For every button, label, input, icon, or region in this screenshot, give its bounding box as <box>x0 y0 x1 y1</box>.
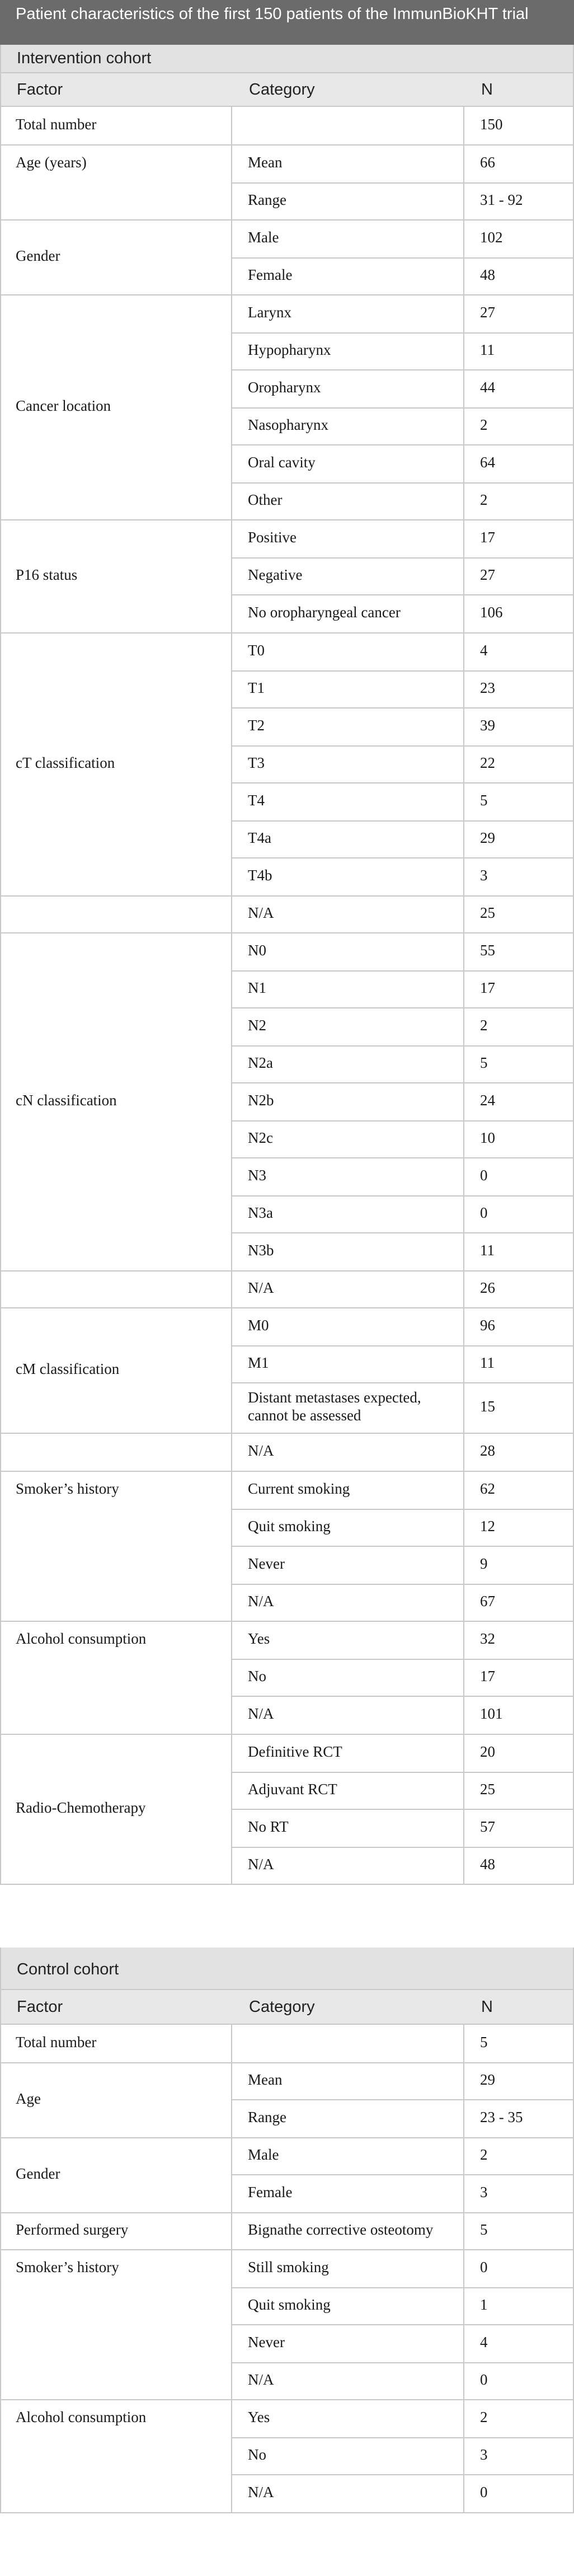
category-cell: M0 <box>248 1317 269 1334</box>
category-cell: N/A <box>248 2371 274 2389</box>
n-cell: 3 <box>480 2184 488 2201</box>
n-cell: 24 <box>480 1092 495 1109</box>
n-cell: 17 <box>480 529 495 546</box>
n-cell: 66 <box>480 154 495 171</box>
n-cell: 2 <box>480 416 488 434</box>
category-cell: T1 <box>248 679 265 697</box>
category-cell: No oropharyngeal cancer <box>248 604 401 621</box>
category-cell: T0 <box>248 642 265 659</box>
n-column-header: N <box>481 1997 493 2016</box>
n-cell: 62 <box>480 1480 495 1498</box>
category-cell: Yes <box>248 1630 270 1648</box>
n-cell: 102 <box>480 229 503 246</box>
n-cell: 5 <box>480 1054 488 1072</box>
n-cell: 26 <box>480 1279 495 1297</box>
n-cell: 106 <box>480 604 503 621</box>
n-cell: 20 <box>480 1743 495 1761</box>
category-cell: Male <box>248 229 279 246</box>
intervention-body <box>0 107 574 1885</box>
control-header-row <box>0 1989 574 2025</box>
factor-cell: Cancer location <box>16 397 111 415</box>
category-cell: Female <box>248 266 293 284</box>
category-cell: Range <box>248 2109 286 2126</box>
n-cell: 2 <box>480 2146 488 2164</box>
category-cell: N2c <box>248 1129 273 1147</box>
category-cell: N3b <box>248 1242 274 1259</box>
category-cell: N/A <box>248 1705 274 1723</box>
category-column-header: Category <box>249 1997 315 2016</box>
category-cell: Range <box>248 191 286 209</box>
category-cell: N3 <box>248 1167 266 1184</box>
n-cell: 11 <box>480 341 495 359</box>
category-cell: Never <box>248 1555 285 1573</box>
factor-cell: P16 status <box>16 566 78 584</box>
n-cell: 39 <box>480 717 495 734</box>
n-cell: 3 <box>480 867 488 884</box>
n-cell: 1 <box>480 2296 488 2314</box>
category-cell: Oropharynx <box>248 379 321 396</box>
category-cell: No <box>248 2446 266 2464</box>
n-cell: 2 <box>480 1017 488 1034</box>
category-cell: N/A <box>248 1442 274 1460</box>
category-cell: N2a <box>248 1054 273 1072</box>
n-cell: 27 <box>480 304 495 321</box>
category-cell: N2 <box>248 1017 266 1034</box>
category-cell: Other <box>248 491 283 509</box>
category-cell: Definitive RCT <box>248 1743 342 1761</box>
control-cohort-heading: Control cohort <box>0 1948 574 1989</box>
n-cell: 9 <box>480 1555 488 1573</box>
intervention-cohort-heading: Intervention cohort <box>0 45 574 72</box>
category-cell: N/A <box>248 904 274 922</box>
n-cell: 0 <box>480 2484 488 2501</box>
factor-cell: cM classification <box>16 1360 120 1378</box>
category-cell: Oral cavity <box>248 454 316 471</box>
n-cell: 15 <box>480 1398 495 1415</box>
category-cell: Hypopharynx <box>248 341 331 359</box>
category-cell: N1 <box>248 979 266 997</box>
category-cell: Mean <box>248 154 283 171</box>
n-cell: 29 <box>480 2071 495 2089</box>
factor-cell: Total number <box>16 2034 97 2051</box>
factor-cell: Total number <box>16 116 97 133</box>
category-cell: N/A <box>248 1279 274 1297</box>
n-cell: 27 <box>480 566 495 584</box>
category-cell: No RT <box>248 1818 289 1836</box>
n-cell: 11 <box>480 1242 495 1259</box>
n-cell: 12 <box>480 1518 495 1535</box>
category-cell: Bignathe corrective osteotomy <box>248 2221 434 2239</box>
factor-cell: Alcohol consumption <box>16 2409 147 2426</box>
n-cell: 101 <box>480 1705 503 1723</box>
n-cell: 22 <box>480 754 495 772</box>
n-cell: 4 <box>480 2334 488 2351</box>
category-cell: Quit smoking <box>248 2296 331 2314</box>
n-cell: 48 <box>480 266 495 284</box>
category-cell: M1 <box>248 1354 269 1372</box>
n-cell: 17 <box>480 1668 495 1685</box>
factor-cell: Gender <box>16 247 60 265</box>
category-cell: Quit smoking <box>248 1518 331 1535</box>
n-cell: 5 <box>480 792 488 809</box>
category-cell: N0 <box>248 942 266 959</box>
factor-cell: Smoker’s history <box>16 1480 119 1498</box>
n-cell: 2 <box>480 491 488 509</box>
category-cell: T4a <box>248 829 271 847</box>
category-cell: Yes <box>248 2409 270 2426</box>
category-cell: Distant metastases expected, cannot be assessed <box>248 1389 421 1424</box>
factor-cell: Alcohol consumption <box>16 1630 147 1648</box>
n-cell: 0 <box>480 2259 488 2276</box>
n-cell: 3 <box>480 2446 488 2464</box>
control-body <box>0 2025 574 2514</box>
factor-cell: Age <box>16 2090 41 2108</box>
category-cell: Still smoking <box>248 2259 329 2276</box>
n-cell: 11 <box>480 1354 495 1372</box>
factor-cell: Age (years) <box>16 154 87 171</box>
n-cell: 2 <box>480 2409 488 2426</box>
factor-cell: Radio-Chemotherapy <box>16 1799 146 1817</box>
category-cell: T3 <box>248 754 265 772</box>
category-cell: Larynx <box>248 304 291 321</box>
n-cell: 23 <box>480 679 495 697</box>
category-cell: Adjuvant RCT <box>248 1781 337 1798</box>
n-cell: 10 <box>480 1129 495 1147</box>
n-cell: 28 <box>480 1442 495 1460</box>
factor-cell: Smoker’s history <box>16 2259 119 2276</box>
n-cell: 0 <box>480 1167 488 1184</box>
category-cell: Nasopharynx <box>248 416 328 434</box>
n-cell: 4 <box>480 642 488 659</box>
category-cell: Female <box>248 2184 293 2201</box>
n-cell: 25 <box>480 904 495 922</box>
category-cell: T4 <box>248 792 265 809</box>
category-cell: N2b <box>248 1092 274 1109</box>
factor-cell: cT classification <box>16 754 115 772</box>
n-cell: 17 <box>480 979 495 997</box>
n-cell: 25 <box>480 1781 495 1798</box>
n-cell: 67 <box>480 1593 495 1610</box>
category-cell: Positive <box>248 529 297 546</box>
n-cell: 5 <box>480 2034 488 2051</box>
category-cell: No <box>248 1668 266 1685</box>
n-cell: 55 <box>480 942 495 959</box>
n-cell: 150 <box>480 116 503 133</box>
category-cell: T4b <box>248 867 272 884</box>
n-cell: 64 <box>480 454 495 471</box>
category-cell: N/A <box>248 2484 274 2501</box>
factor-column-header: Factor <box>17 1997 63 2016</box>
factor-column-header: Factor <box>17 80 63 98</box>
n-cell: 23 - 35 <box>480 2109 523 2126</box>
factor-cell: Performed surgery <box>16 2221 129 2239</box>
n-cell: 32 <box>480 1630 495 1648</box>
table-title: Patient characteristics of the first 150 patients of the ImmunBioKHT trial <box>0 0 574 45</box>
category-column-header: Category <box>249 80 315 98</box>
category-cell: N/A <box>248 1593 274 1610</box>
factor-cell: Gender <box>16 2165 60 2183</box>
category-cell: Mean <box>248 2071 283 2089</box>
category-cell: N/A <box>248 1856 274 1873</box>
n-cell: 0 <box>480 2371 488 2389</box>
category-cell: T2 <box>248 717 265 734</box>
n-cell: 48 <box>480 1856 495 1873</box>
n-cell: 44 <box>480 379 495 396</box>
n-cell: 96 <box>480 1317 495 1334</box>
factor-cell: cN classification <box>16 1092 117 1109</box>
n-cell: 29 <box>480 829 495 847</box>
n-cell: 0 <box>480 1204 488 1222</box>
category-cell: N3a <box>248 1204 273 1222</box>
category-cell: Male <box>248 2146 279 2164</box>
category-cell: Never <box>248 2334 285 2351</box>
category-cell: Current smoking <box>248 1480 350 1498</box>
n-cell: 31 - 92 <box>480 191 523 209</box>
n-cell: 5 <box>480 2221 488 2239</box>
n-column-header: N <box>481 80 493 98</box>
intervention-header-row <box>0 72 574 107</box>
n-cell: 57 <box>480 1818 495 1836</box>
category-cell: Negative <box>248 566 303 584</box>
